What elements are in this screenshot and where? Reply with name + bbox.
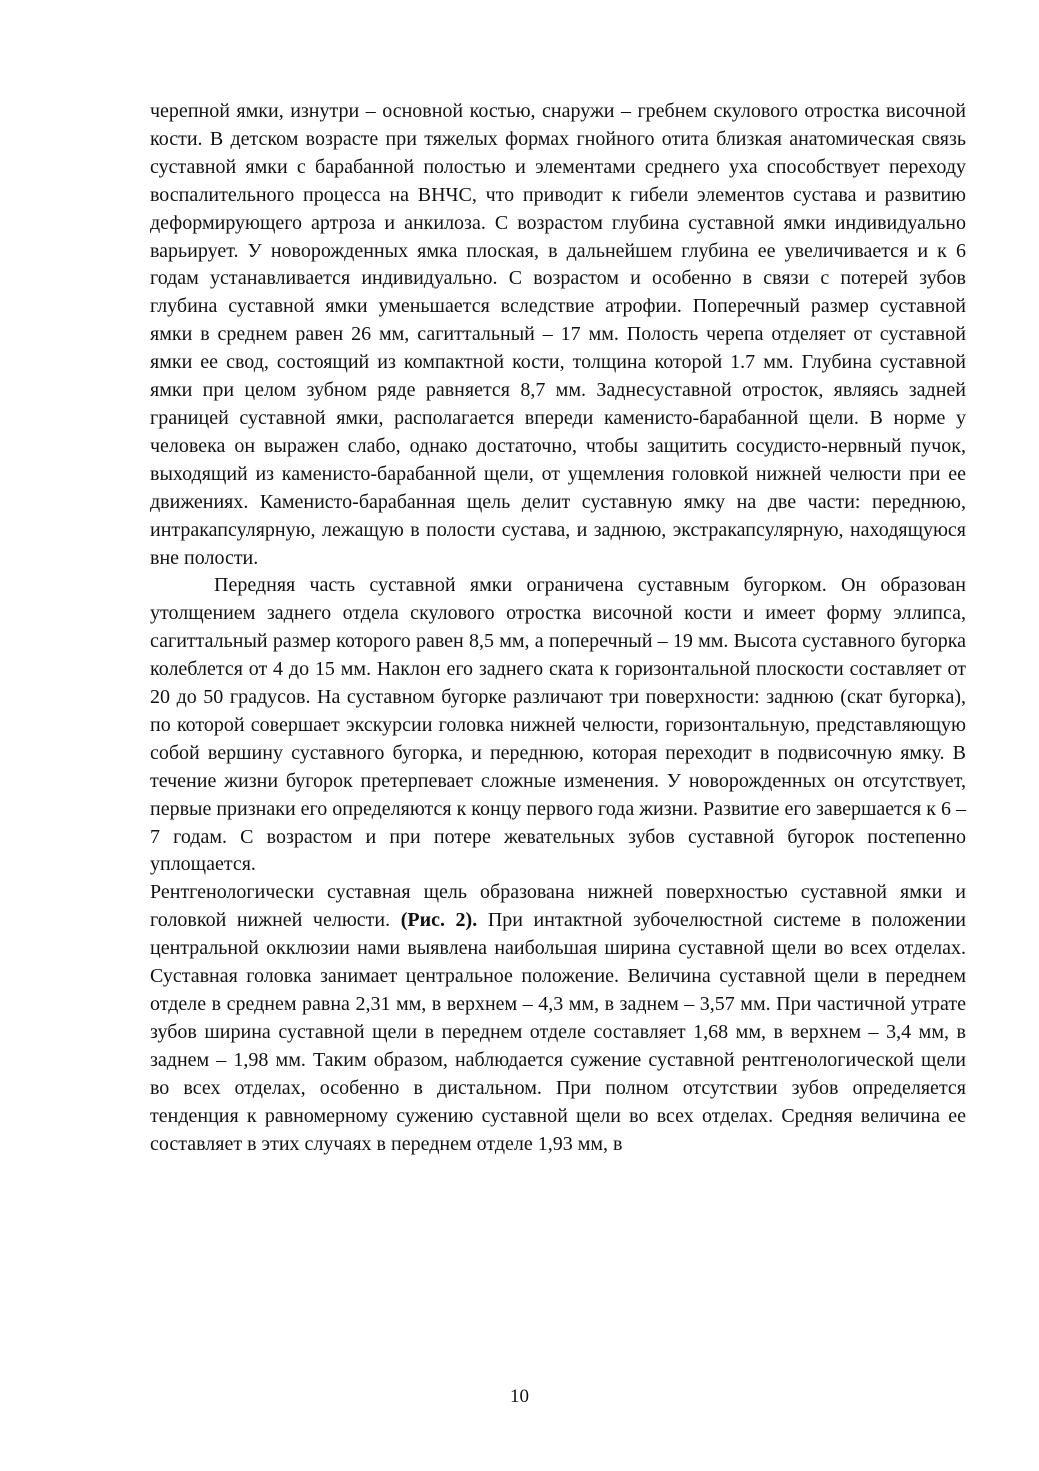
- page-number: 10: [510, 1386, 529, 1407]
- body-text: [150, 98, 966, 1158]
- paragraph-3-text-end: При интактной зубочелюстной системе в положении центральной окклюзии нами выявлена наибольшая ширина суставной щели во всех отделах. Суставная головка занимает центральное положение. Величина суставной щели в переднем отделе в среднем равна 2,31 мм, в верхнем – 4,3 мм, в заднем – 3,57 мм. При частичной утрате зубов ширина суставной щели в переднем отделе составляет 1,68 мм, в верхнем – 3,4 мм, в заднем – 1,98 мм. Таким образом, наблюдается сужение суставной рентгенологической щели во всех отделах, особенно в дистальном. При полном отсутствии зубов определяется тенденция к равномерному сужению суставной щели во всех отделах. Средняя величина ее составляет в этих случаях в переднем отделе 1,93 мм, в: [150, 909, 966, 1155]
- paragraph-3-text-start: Рентгенологически суставная щель образована нижней поверхностью суставной ямки и головкой нижней челюсти.: [150, 881, 966, 932]
- figure-reference: (Рис. 2).: [400, 909, 478, 932]
- paragraph-1: черепной ямки, изнутри – основной костью, снаружи – гребнем скулового отростка височной кости. В детском возрасте при тяжелых формах гнойного отита близкая анатомическая связь суставной ямки с барабанной полостью и элементами среднего уха способствует переходу воспалительного процесса на ВНЧС, что приводит к гибели элементов сустава и развитию деформирующего артроза и анкилоза. С возрастом глубина суставной ямки индивидуально варьирует. У новорожденных ямка плоская, в дальнейшем глубина ее увеличивается и к 6 годам устанавливается индивидуально. С возрастом и особенно в связи с потерей зубов глубина суставной ямки уменьшается вследствие атрофии. Поперечный размер суставной ямки в среднем равен 26 мм, сагиттальный – 17 мм. Полость черепа отделяет от суставной ямки ее свод, состоящий из компактной кости, толщина которой 1.7 мм. Глубина суставной ямки при целом зубном ряде равняется 8,7 мм. Заднесуставной отросток, являясь задней границей суставной ямки, располагается впереди каменисто-барабанной щели. В норме у человека он выражен слабо, однако достаточно, чтобы защитить сосудисто-нервный пучок, выходящий из каменисто-барабанной щели, от ущемления головкой нижней челюсти при ее движениях. Каменисто-барабанная щель делит суставную ямку на две части: переднюю, интракапсулярную, лежащую в полости сустава, и заднюю, экстракапсулярную, находящуюся вне полости.: [150, 100, 966, 569]
- paragraph-3: [150, 879, 966, 1158]
- paragraph-2: Передняя часть суставной ямки ограничена суставным бугорком. Он образован утолщением заднего отдела скулового отростка височной кости и имеет форму эллипса, сагиттальный размер которого равен 8,5 мм, а поперечный – 19 мм. Высота суставного бугорка колеблется от 4 до 15 мм. Наклон его заднего ската к горизонтальной плоскости составляет от 20 до 50 градусов. На суставном бугорке различают три поверхности: заднюю (скат бугорка), по которой совершает экскурсии головка нижней челюсти, горизонтальную, представляющую собой вершину суставного бугорка, и переднюю, которая переходит в подвисочную ямку. В течение жизни бугорок претерпевает сложные изменения. У новорожденных он отсутствует, первые признаки его определяются к концу первого года жизни. Развитие его завершается к 6 –7 годам. С возрастом и при потере жевательных зубов суставной бугорок постепенно уплощается.: [150, 574, 966, 876]
